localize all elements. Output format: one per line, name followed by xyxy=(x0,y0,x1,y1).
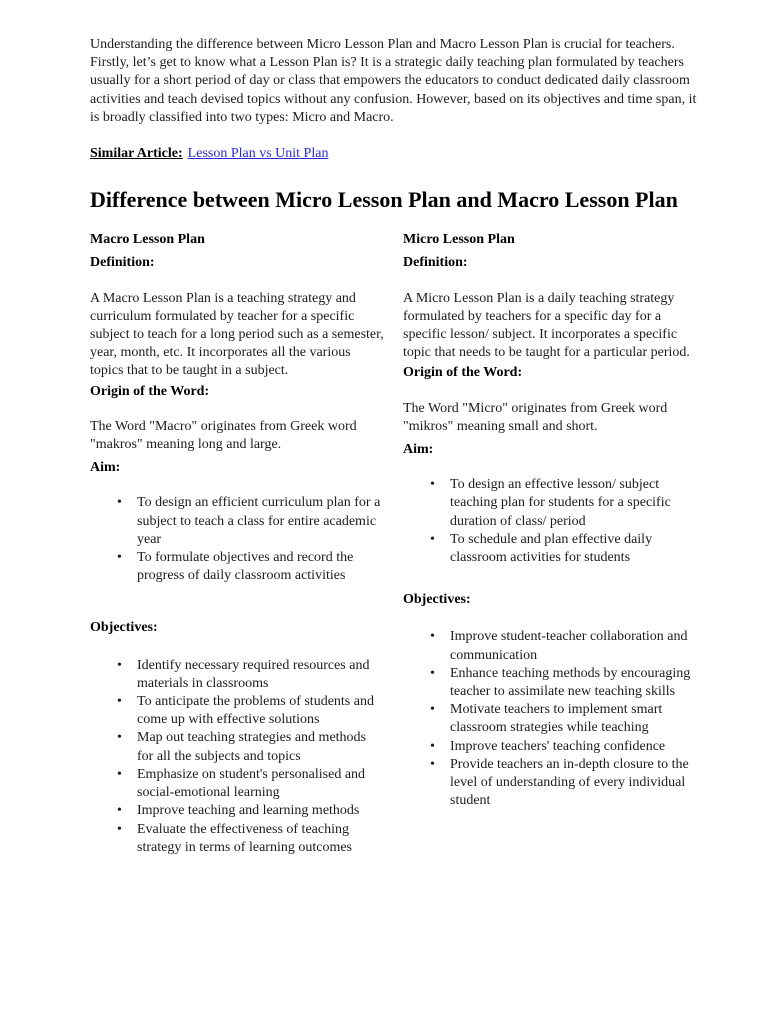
micro-objectives-list xyxy=(403,628,698,810)
micro-origin-text: The Word "Micro" originates from Greek word "mikros" meaning small and short. xyxy=(403,400,668,434)
macro-origin-label: Origin of the Word: xyxy=(90,383,210,399)
list-item: • To formulate objectives and record the progress of daily classroom activities xyxy=(117,549,385,585)
macro-lesson-plan-column xyxy=(90,231,385,857)
micro-aim-label: Aim: xyxy=(403,442,434,458)
macro-definition-label: Definition: xyxy=(90,255,155,271)
list-item: • Improve teachers' teaching confidence xyxy=(430,738,698,756)
micro-lesson-plan-column xyxy=(403,231,698,857)
list-item: • To design an effective lesson/ subject teaching plan for students for a specific duration of class/ period xyxy=(430,476,698,531)
macro-definition-text: A Macro Lesson Plan is a teaching strategy and curriculum formulated by teacher for a specific subject to teach for a long period such as a semester, year, month, etc. It incorporates all the various topics that to be taught in a subject. xyxy=(90,290,384,379)
similar-article-line xyxy=(90,145,698,163)
list-item: • To design an efficient curriculum plan for a subject to teach a class for entire academic year xyxy=(117,494,385,549)
micro-objectives-label: Objectives: xyxy=(403,592,471,608)
macro-objectives-list xyxy=(90,657,385,857)
list-item: • Map out teaching strategies and methods for all the subjects and topics xyxy=(117,729,385,765)
micro-definition-text: A Micro Lesson Plan is a daily teaching strategy formulated by teachers for a specific day for a specific lesson/ subject. It incorporates a specific topic that needs to be taught for a particular period. xyxy=(403,290,690,361)
similar-article-label: Similar Article: xyxy=(90,146,183,162)
page-title: Difference between Micro Lesson Plan and Macro Lesson Plan xyxy=(90,187,678,213)
list-item: • Emphasize on student's personalised and social-emotional learning xyxy=(117,766,385,802)
macro-aim-label: Aim: xyxy=(90,460,121,476)
list-item: • Motivate teachers to implement smart classroom strategies while teaching xyxy=(430,701,698,737)
list-item: • To anticipate the problems of students and come up with effective solutions xyxy=(117,693,385,729)
macro-objectives-label: Objectives: xyxy=(90,620,158,636)
micro-aim-list xyxy=(403,476,698,567)
macro-column-title: Macro Lesson Plan xyxy=(90,232,205,248)
comparison-columns xyxy=(90,231,698,857)
micro-column-title: Micro Lesson Plan xyxy=(403,232,515,248)
list-item: • Improve teaching and learning methods xyxy=(117,802,385,820)
macro-aim-list xyxy=(90,494,385,585)
list-item: • Provide teachers an in-depth closure to the level of understanding of every individual student xyxy=(430,756,698,811)
micro-definition-label: Definition: xyxy=(403,255,468,271)
list-item: • Improve student-teacher collaboration and communication xyxy=(430,628,698,664)
list-item: • Enhance teaching methods by encouraging teacher to assimilate new teaching skills xyxy=(430,665,698,701)
similar-article-link[interactable]: Lesson Plan vs Unit Plan xyxy=(187,146,329,162)
list-item: • Identify necessary required resources and materials in classrooms xyxy=(117,657,385,693)
micro-origin-label: Origin of the Word: xyxy=(403,365,523,381)
macro-origin-text: The Word "Macro" originates from Greek word "makros" meaning long and large. xyxy=(90,418,357,453)
list-item: • Evaluate the effectiveness of teaching strategy in terms of learning outcomes xyxy=(117,821,385,857)
list-item: • To schedule and plan effective daily classroom activities for students xyxy=(430,531,698,567)
intro-paragraph: Understanding the difference between Micro Lesson Plan and Macro Lesson Plan is crucial for teachers. Firstly, let’s get to know what a Lesson Plan is? It is a strategic daily teaching plan formulated by teachers usually for a short period of day or class that empowers the educators to conduct dedicated daily classroom activities and teach devised topics without any confusion. However, based on its objectives and time span, it is broadly classified into two types: Micro and Macro. xyxy=(90,37,697,125)
